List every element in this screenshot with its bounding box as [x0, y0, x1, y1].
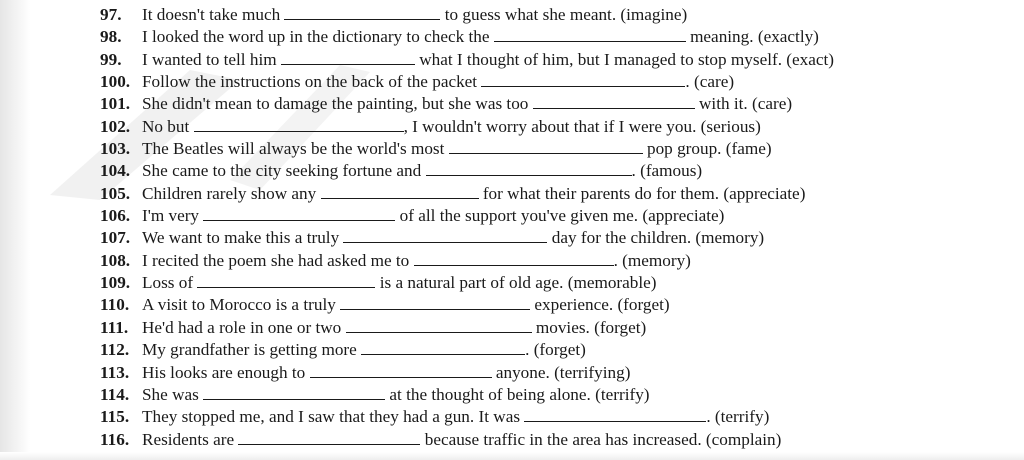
- item-text-before: Follow the instructions on the back of the packet: [142, 72, 478, 92]
- exercise-item: [100, 116, 1010, 138]
- item-text-before: It doesn't take much: [142, 5, 281, 24]
- item-number: 114.: [100, 384, 130, 404]
- exercise-item: [100, 93, 1010, 115]
- item-text-after: , I wouldn't worry about that if I were you. (serious): [403, 116, 761, 136]
- item-text-after: is a natural part of old age. (memorable): [379, 273, 657, 293]
- exercise-item: [100, 205, 1010, 227]
- answer-blank[interactable]: [194, 117, 404, 132]
- item-text-after: . (famous): [631, 161, 703, 181]
- item-text-after: of all the support you've given me. (appreciate): [399, 206, 725, 226]
- exercise-item: [100, 49, 1010, 71]
- item-text-after: at the thought of being alone. (terrify): [389, 384, 650, 404]
- answer-blank[interactable]: [197, 273, 375, 288]
- exercise-item: [100, 294, 1010, 316]
- item-text-before: His looks are enough to: [142, 362, 306, 382]
- answer-blank[interactable]: [346, 318, 532, 333]
- exercise-item: [100, 272, 1010, 294]
- item-text-before: My grandfather is getting more: [142, 340, 357, 360]
- item-number: 98.: [100, 27, 122, 47]
- item-number: 104.: [100, 161, 131, 181]
- item-text-after: . (terrify): [706, 407, 770, 427]
- item-number: 115.: [100, 407, 130, 427]
- item-text-after: . (forget): [525, 340, 586, 360]
- exercise-item: [100, 429, 1010, 451]
- answer-blank[interactable]: [361, 340, 525, 355]
- item-number: 108.: [100, 250, 131, 270]
- item-number: 107.: [100, 228, 131, 248]
- answer-blank[interactable]: [426, 161, 632, 176]
- item-text-after: pop group. (fame): [646, 139, 772, 159]
- item-text-before: I recited the poem she had asked me to: [142, 250, 410, 270]
- item-number: 101.: [100, 94, 131, 114]
- item-text-after: to guess what she meant. (imagine): [444, 5, 688, 24]
- item-number: 116.: [100, 429, 130, 449]
- answer-blank[interactable]: [449, 139, 643, 154]
- item-number: 100.: [100, 72, 131, 92]
- item-text-before: A visit to Morocco is a truly: [142, 295, 336, 315]
- answer-blank[interactable]: [310, 363, 492, 378]
- item-number: 110.: [100, 295, 130, 315]
- item-number: 102.: [100, 116, 131, 136]
- item-text-after: because traffic in the area has increased. (complain): [424, 429, 782, 449]
- exercise-list: [100, 4, 1010, 451]
- item-text-before: Loss of: [142, 273, 194, 293]
- answer-blank[interactable]: [238, 430, 420, 445]
- item-text-after: . (memory): [613, 250, 691, 270]
- item-text-before: The Beatles will always be the world's most: [142, 139, 445, 159]
- exercise-item: [100, 26, 1010, 48]
- answer-blank[interactable]: [343, 228, 547, 243]
- answer-blank[interactable]: [414, 251, 614, 266]
- item-number: 112.: [100, 340, 130, 360]
- answer-blank[interactable]: [533, 94, 695, 109]
- exercise-item: [100, 362, 1010, 384]
- exercise-item: [100, 160, 1010, 182]
- exercise-item: [100, 406, 1010, 428]
- answer-blank[interactable]: [340, 295, 530, 310]
- exercise-item: [100, 250, 1010, 272]
- item-text-before: He'd had a role in one or two: [142, 317, 342, 337]
- answer-blank[interactable]: [321, 184, 479, 199]
- answer-blank[interactable]: [494, 27, 686, 42]
- item-text-before: We want to make this a truly: [142, 228, 340, 248]
- item-text-after: anyone. (terrifying): [495, 362, 631, 382]
- item-text-after: for what their parents do for them. (appreciate): [482, 183, 806, 203]
- answer-blank[interactable]: [284, 5, 440, 20]
- answer-blank[interactable]: [203, 206, 395, 221]
- exercise-item: [100, 71, 1010, 93]
- answer-blank[interactable]: [524, 407, 706, 422]
- item-number: 103.: [100, 139, 131, 159]
- page-bottom-shadow: [0, 452, 1024, 460]
- item-number: 99.: [100, 49, 122, 69]
- page-left-shadow: [0, 0, 30, 460]
- item-text-before: I wanted to tell him: [142, 49, 277, 69]
- exercise-item: [100, 384, 1010, 406]
- answer-blank[interactable]: [481, 72, 685, 87]
- item-text-after: movies. (forget): [535, 317, 647, 337]
- item-number: 113.: [100, 362, 130, 382]
- item-text-before: Residents are: [142, 429, 235, 449]
- item-text-after: . (care): [685, 72, 735, 92]
- item-number: 111.: [100, 317, 129, 337]
- exercise-item: [100, 227, 1010, 249]
- item-text-before: I'm very: [142, 206, 200, 226]
- item-text-after: experience. (forget): [534, 295, 670, 315]
- item-number: 109.: [100, 273, 131, 293]
- item-text-after: with it. (care): [699, 94, 793, 114]
- item-text-before: She came to the city seeking fortune and: [142, 161, 422, 181]
- exercise-item: [100, 183, 1010, 205]
- item-text-before: She didn't mean to damage the painting, but she was too: [142, 94, 529, 114]
- item-number: 97.: [100, 5, 122, 24]
- item-text-before: She was: [142, 384, 199, 404]
- item-text-after: meaning. (exactly): [690, 27, 819, 47]
- exercise-item: [100, 317, 1010, 339]
- item-text-before: I looked the word up in the dictionary to check the: [142, 27, 490, 47]
- answer-blank[interactable]: [203, 385, 385, 400]
- item-text-before: Children rarely show any: [142, 183, 317, 203]
- item-text-before: No but: [142, 116, 190, 136]
- item-text-after: day for the children. (memory): [551, 228, 765, 248]
- exercise-item: [100, 339, 1010, 361]
- item-number: 105.: [100, 183, 131, 203]
- exercise-item: [100, 138, 1010, 160]
- item-number: 106.: [100, 206, 131, 226]
- item-text-before: They stopped me, and I saw that they had a gun. It was: [142, 407, 521, 427]
- answer-blank[interactable]: [281, 50, 415, 65]
- item-text-after: what I thought of him, but I managed to stop myself. (exact): [419, 49, 834, 69]
- exercise-item: [100, 4, 1010, 26]
